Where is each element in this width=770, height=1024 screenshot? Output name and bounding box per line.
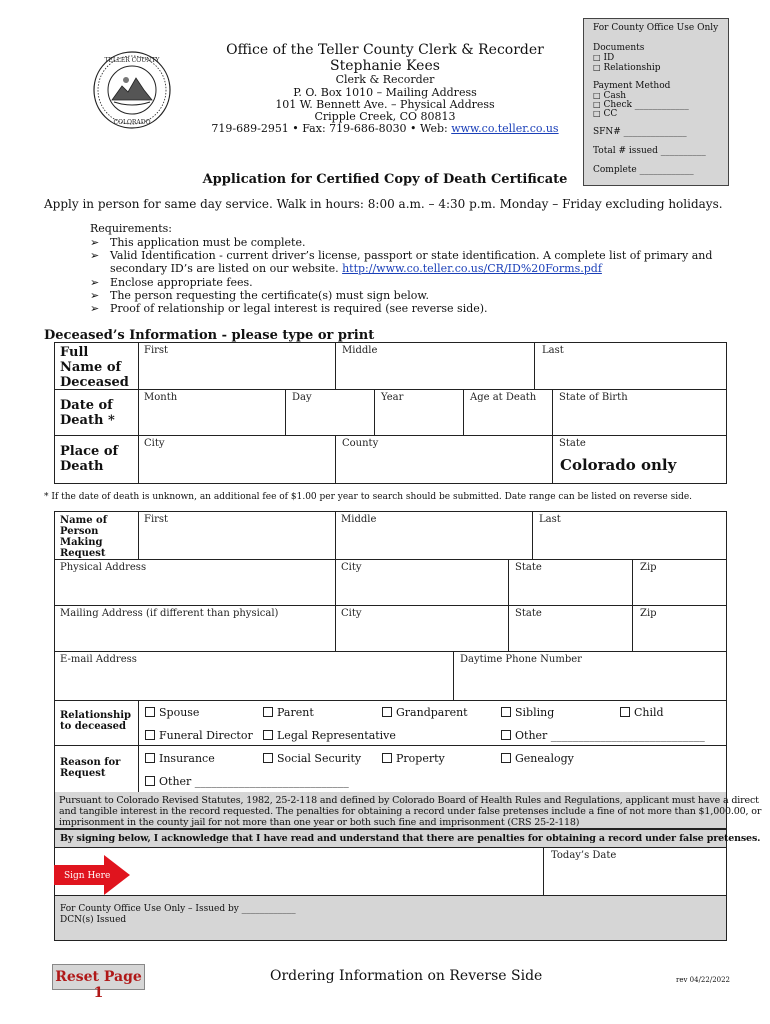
statute-line-2: and tangible interest in the record requested. The penalties for obtaining a record under false pretenses include a fine of not more than $1,000.00, or bbox=[59, 806, 762, 817]
mailing-city-label: City bbox=[341, 608, 362, 619]
requirement-3: ➢ Enclose appropriate fees. bbox=[90, 276, 253, 289]
statute-line-1: Pursuant to Colorado Revised Statutes, 1982, 25-2-118 and defined by Colorado Board of Health Rules and Regulations, applicant must have a direct bbox=[59, 795, 759, 806]
place-of-death-label: Place of Death bbox=[60, 444, 119, 474]
email-label: E-mail Address bbox=[60, 654, 137, 665]
checkbox-icon bbox=[501, 753, 511, 763]
rel-option-grandparent[interactable]: Grandparent bbox=[382, 706, 468, 719]
requester-last-field[interactable] bbox=[532, 511, 727, 560]
dcn-issued: DCN(s) Issued bbox=[60, 915, 127, 925]
documents-label: Documents bbox=[593, 43, 645, 53]
death-city-field[interactable] bbox=[138, 435, 336, 484]
requirements-heading: Requirements: bbox=[90, 222, 173, 235]
relationship-label: Relationship to deceased bbox=[60, 710, 132, 732]
checkbox-icon bbox=[382, 753, 392, 763]
requirement-5: ➢ Proof of relationship or legal interest is required (see reverse side). bbox=[90, 302, 488, 315]
mailing-address: P. O. Box 1010 – Mailing Address bbox=[293, 86, 477, 99]
office-name: Office of the Teller County Clerk & Recorder bbox=[226, 42, 544, 58]
sfn-field: SFN# ______________ bbox=[593, 127, 687, 137]
date-of-death-label: Date of Death * bbox=[60, 398, 115, 428]
death-month-label: Month bbox=[144, 392, 178, 403]
clerk-name: Stephanie Kees bbox=[330, 58, 440, 74]
checkbox-icon bbox=[263, 707, 273, 717]
form-title: Application for Certified Copy of Death Certificate bbox=[202, 172, 568, 187]
rel-reason-divider bbox=[139, 745, 727, 746]
checkbox-icon bbox=[501, 707, 511, 717]
checkbox-icon bbox=[501, 730, 511, 740]
svg-text:TELLER COUNTY: TELLER COUNTY bbox=[104, 57, 160, 64]
reason-label: Reason for Request bbox=[60, 757, 121, 779]
checkbox-icon bbox=[382, 707, 392, 717]
mailing-zip-label: Zip bbox=[640, 608, 657, 619]
deceased-middle-label: Middle bbox=[342, 345, 378, 356]
requester-first-label: First bbox=[144, 514, 169, 525]
footnote: * If the date of death is unknown, an additional fee of $1.00 per year to search should be submitted. Date range can be listed on reverse side. bbox=[44, 492, 693, 502]
clerk-title: Clerk & Recorder bbox=[335, 73, 435, 86]
checkbox-icon bbox=[263, 730, 273, 740]
deceased-heading: Deceased’s Information - please type or print bbox=[44, 328, 375, 343]
checkbox-icon bbox=[145, 753, 155, 763]
full-name-label: Full Name of Deceased bbox=[60, 345, 129, 390]
rel-option-funeral-director[interactable]: Funeral Director bbox=[145, 729, 253, 742]
death-state-value: Colorado only bbox=[560, 456, 677, 474]
physical-address: 101 W. Bennett Ave. – Physical Address bbox=[275, 98, 495, 111]
requester-middle-label: Middle bbox=[341, 514, 377, 525]
office-issued-by: For County Office Use Only – Issued by ____________ bbox=[60, 904, 296, 914]
payment-item-cc: □ CC bbox=[593, 109, 618, 119]
todays-date-label: Today’s Date bbox=[551, 850, 617, 861]
rel-option-parent[interactable]: Parent bbox=[263, 706, 314, 719]
ordering-info: Ordering Information on Reverse Side bbox=[270, 968, 543, 984]
death-year-label: Year bbox=[381, 392, 404, 403]
rel-option-other[interactable]: Other ____________________________ bbox=[501, 729, 705, 742]
reason-option-property[interactable]: Property bbox=[382, 752, 445, 765]
website-link[interactable]: www.co.teller.co.us bbox=[451, 122, 559, 135]
reset-page-label: Reset Page 1 bbox=[55, 969, 142, 1001]
checkbox-icon bbox=[263, 753, 273, 763]
city-state: Cripple Creek, CO 80813 bbox=[314, 110, 456, 123]
mailing-state-label: State bbox=[515, 608, 542, 619]
deceased-first-label: First bbox=[144, 345, 169, 356]
state-of-birth-label: State of Birth bbox=[559, 392, 628, 403]
checkbox-icon bbox=[145, 776, 155, 786]
county-seal-icon bbox=[92, 50, 172, 130]
county-office-box bbox=[583, 18, 729, 186]
physical-city-label: City bbox=[341, 562, 362, 573]
physical-address-label: Physical Address bbox=[60, 562, 147, 573]
reason-option-genealogy[interactable]: Genealogy bbox=[501, 752, 574, 765]
sign-here-label: Sign Here bbox=[64, 871, 111, 881]
reason-option-social-security[interactable]: Social Security bbox=[263, 752, 361, 765]
requirement-1: ➢ This application must be complete. bbox=[90, 236, 306, 249]
payment-label: Payment Method bbox=[593, 81, 671, 91]
rel-option-child[interactable]: Child bbox=[620, 706, 664, 719]
death-day-label: Day bbox=[292, 392, 312, 403]
svg-text:COLORADO: COLORADO bbox=[113, 119, 151, 126]
payment-item-cash: □ Cash bbox=[593, 91, 627, 101]
apply-instructions: Apply in person for same day service. Walk in hours: 8:00 a.m. – 4:30 p.m. Monday – Friday excluding holidays. bbox=[44, 197, 723, 211]
reason-option-insurance[interactable]: Insurance bbox=[145, 752, 215, 765]
rel-option-sibling[interactable]: Sibling bbox=[501, 706, 554, 719]
deceased-last-label: Last bbox=[542, 345, 564, 356]
office-box-title: For County Office Use Only bbox=[593, 23, 719, 33]
payment-item-check: □ Check ____________ bbox=[593, 100, 689, 110]
acknowledge-text: By signing below, I acknowledge that I have read and understand that there are penalties for obtaining a record under false pretenses. bbox=[60, 833, 761, 844]
reason-option-other[interactable]: Other ____________________________ bbox=[145, 775, 349, 788]
checkbox-icon bbox=[620, 707, 630, 717]
requirement-2-cont: secondary ID’s are listed on our website. http://www.co.teller.co.us/CR/ID%20Forms.pdf bbox=[110, 262, 602, 275]
death-city-label: City bbox=[144, 438, 165, 449]
reset-page-button[interactable] bbox=[52, 964, 145, 1001]
physical-state-label: State bbox=[515, 562, 542, 573]
total-issued-field: Total # issued __________ bbox=[593, 146, 706, 156]
age-at-death-label: Age at Death bbox=[470, 392, 537, 403]
death-county-label: County bbox=[342, 438, 379, 449]
documents-item-id: □ ID bbox=[593, 53, 615, 63]
rel-option-spouse[interactable]: Spouse bbox=[145, 706, 199, 719]
checkbox-icon bbox=[145, 730, 155, 740]
id-forms-link[interactable]: http://www.co.teller.co.us/CR/ID%20Forms.pdf bbox=[342, 262, 602, 275]
documents-item-relationship: □ Relationship bbox=[593, 63, 661, 73]
requirement-2: ➢ Valid Identification - current driver’s license, passport or state identification. A complete list of primary and bbox=[90, 249, 713, 262]
physical-zip-label: Zip bbox=[640, 562, 657, 573]
contact-line: 719-689-2951 • Fax: 719-686-8030 • Web: www.co.teller.co.us bbox=[211, 122, 559, 135]
statute-line-3: imprisonment in the county jail for not more than one year or both such fine and imprisonment (CRS 25-2-118) bbox=[59, 817, 580, 828]
requirement-4: ➢ The person requesting the certificate(s) must sign below. bbox=[90, 289, 429, 302]
mailing-address-label: Mailing Address (if different than physical) bbox=[60, 608, 279, 619]
requester-last-label: Last bbox=[539, 514, 561, 525]
revision-date: rev 04/22/2022 bbox=[676, 976, 731, 984]
checkbox-icon bbox=[145, 707, 155, 717]
phone-label: Daytime Phone Number bbox=[460, 654, 582, 665]
death-state-label: State bbox=[559, 438, 586, 449]
office-use-block bbox=[54, 895, 727, 941]
complete-field: Complete ____________ bbox=[593, 165, 694, 175]
requester-name-label: Name of Person Making Request bbox=[60, 515, 108, 559]
rel-option-legal-rep[interactable]: Legal Representative bbox=[263, 729, 396, 742]
